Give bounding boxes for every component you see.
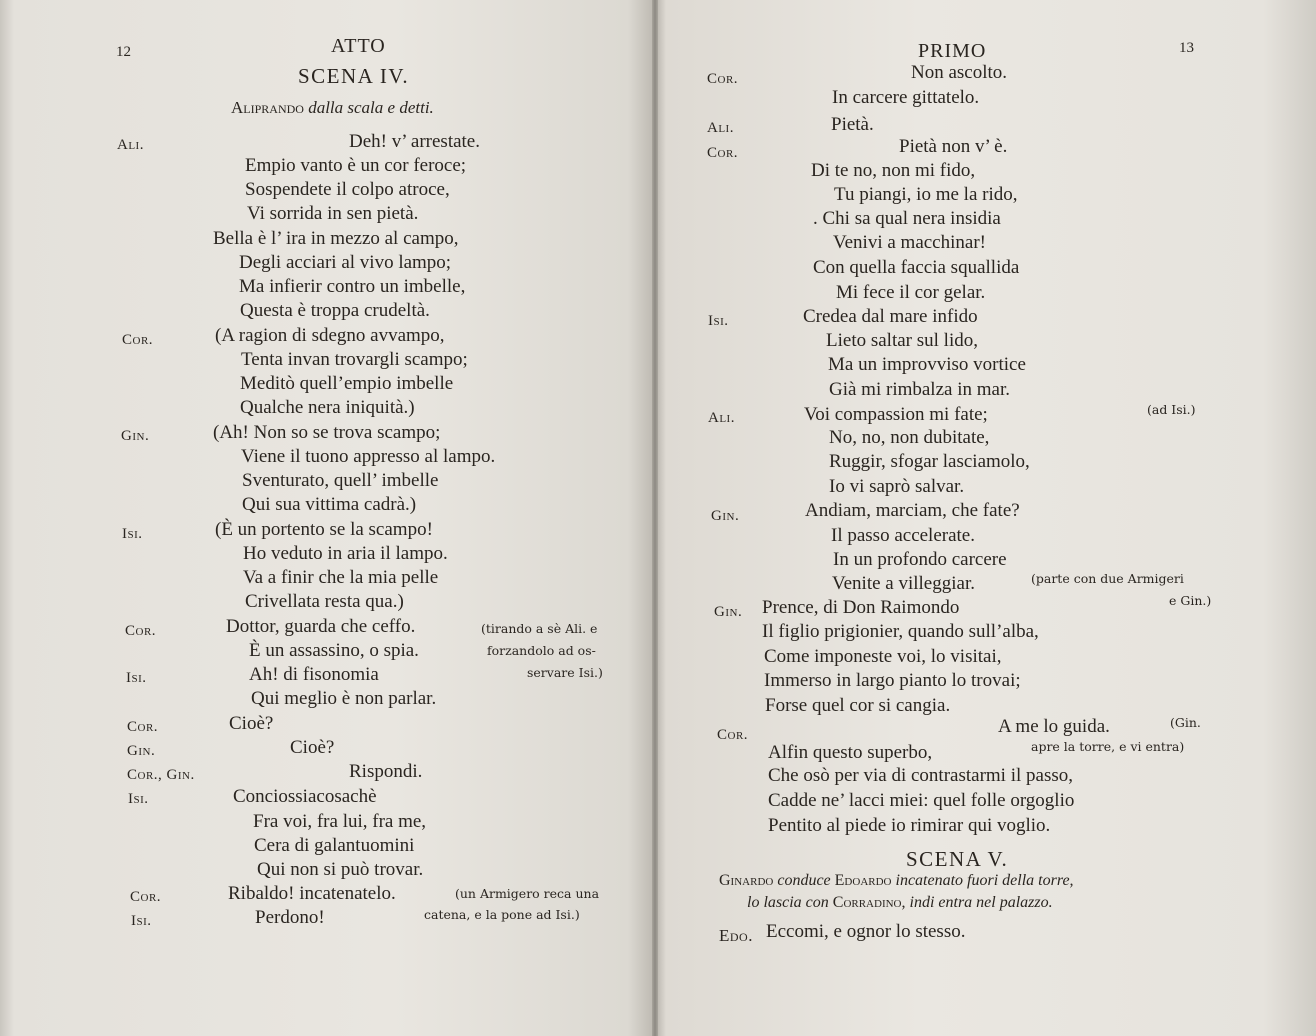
character-name: Corradino,	[832, 894, 906, 911]
speaker: Isi.	[128, 791, 149, 807]
direction-text: indi entra nel palazzo.	[909, 894, 1053, 911]
page-number: 13	[1179, 40, 1194, 56]
stage-direction: (parte con due Armigeri	[1031, 571, 1184, 586]
verse-line: Pentito al piede io rimirar qui voglio.	[768, 815, 1051, 836]
verse-line: (Ah! Non so se trova scampo;	[213, 422, 441, 443]
verse-line: Degli acciari al vivo lampo;	[239, 252, 452, 273]
stage-direction: (Gin.	[1170, 715, 1201, 730]
verse-line: Qui meglio è non parlar.	[251, 688, 437, 709]
stage-direction: apre la torre, e vi entra)	[1031, 739, 1185, 754]
direction-text: dalla scala e detti.	[308, 98, 434, 117]
speaker: Cor.	[127, 719, 159, 735]
speaker: Isi.	[708, 313, 729, 329]
verse-line: Immerso in largo pianto lo trovai;	[764, 670, 1021, 691]
verse-line: Meditò quell’empio imbelle	[240, 373, 454, 394]
verse-line: Alfin questo superbo,	[768, 742, 933, 763]
verse-line: Ho veduto in aria il lampo.	[243, 543, 448, 564]
verse-line: Ma un improvviso vortice	[828, 354, 1026, 375]
verse-line: Conciossiacosachè	[233, 786, 377, 807]
verse-line: Cioè?	[229, 713, 274, 734]
verse-line: Ah! di fisonomia	[249, 664, 379, 685]
verse-line: Cera di galantuomini	[254, 835, 415, 856]
verse-line: Deh! v’ arrestate.	[349, 131, 480, 152]
speaker: Cor.	[130, 889, 162, 905]
verse-line: Ma infierir contro un imbelle,	[239, 276, 466, 297]
verse-line: Questa è troppa crudeltà.	[240, 300, 430, 321]
verse-line: È un assassino, o spia.	[249, 640, 419, 661]
stage-direction: catena, e la pone ad Isi.)	[424, 907, 580, 922]
verse-line: Perdono!	[255, 907, 325, 928]
verse-line: Crivellata resta qua.)	[245, 591, 404, 612]
verse-line: Ribaldo! incatenatelo.	[228, 883, 396, 904]
verse-line: Non ascolto.	[911, 62, 1008, 83]
speaker: Edo.	[719, 926, 753, 945]
verse-line: Sospendete il colpo atroce,	[245, 179, 450, 200]
speaker: Gin.	[121, 428, 150, 444]
verse-line: Venivi a macchinar!	[833, 232, 986, 253]
stage-direction: (ad Isi.)	[1147, 402, 1196, 417]
scene-direction	[747, 894, 1053, 912]
page-number: 12	[116, 44, 131, 60]
character-name: Ginardo	[719, 872, 774, 889]
verse-line: In carcere gittatelo.	[832, 87, 980, 108]
verse-line: (È un portento se la scampo!	[215, 519, 433, 540]
speaker: Isi.	[126, 670, 147, 686]
speaker: Gin.	[711, 508, 740, 524]
verse-line: Forse quel cor si cangia.	[765, 695, 951, 716]
running-head: ATTO	[331, 35, 386, 57]
verse-line: Il figlio prigionier, quando sull’alba,	[762, 621, 1039, 642]
direction-text: conduce	[777, 872, 831, 889]
speaker: Isi.	[122, 526, 143, 542]
verse-line: Di te no, non mi fido,	[811, 160, 976, 181]
character-name: Aliprando	[231, 98, 304, 117]
verse-line: A me lo guida.	[998, 716, 1110, 737]
verse-line: Prence, di Don Raimondo	[762, 597, 960, 618]
verse-line: Io vi saprò salvar.	[829, 476, 965, 497]
verse-line: Tu piangi, io me la rido,	[834, 184, 1018, 205]
verse-line: Venite a villeggiar.	[832, 573, 975, 594]
verse-line: Viene il tuono appresso al lampo.	[241, 446, 496, 467]
verse-line: Empio vanto è un cor feroce;	[245, 155, 467, 176]
verse-line: Lieto saltar sul lido,	[826, 330, 978, 351]
verse-line: Cadde ne’ lacci miei: quel folle orgoglio	[768, 790, 1075, 811]
verse-line: Rispondi.	[349, 761, 423, 782]
scene-title: SCENA IV.	[298, 64, 410, 88]
stage-direction: forzandolo ad os-	[487, 643, 596, 658]
running-head: PRIMO	[918, 40, 987, 62]
verse-line: Qualche nera iniquità.)	[240, 397, 415, 418]
stage-direction: (tirando a sè Ali. e	[481, 621, 598, 636]
verse-line: Tenta invan trovargli scampo;	[241, 349, 468, 370]
verse-line: Vi sorrida in sen pietà.	[247, 203, 419, 224]
scene-direction	[719, 872, 1074, 890]
stage-direction: (un Armigero reca una	[455, 886, 600, 901]
verse-line: Qui sua vittima cadrà.)	[242, 494, 417, 515]
verse-line: Ruggir, sfogar lasciamolo,	[829, 451, 1030, 472]
scene-direction	[231, 98, 434, 118]
verse-line: Eccomi, e ognor lo stesso.	[766, 921, 966, 942]
verse-line: Cioè?	[290, 737, 335, 758]
verse-line: Dottor, guarda che ceffo.	[226, 616, 416, 637]
speaker: Cor.	[717, 727, 749, 743]
verse-line: Pietà non v’ è.	[899, 136, 1008, 157]
book-gutter	[652, 0, 658, 1036]
verse-line: Qui non si può trovar.	[257, 859, 424, 880]
speaker: Cor., Gin.	[127, 767, 195, 783]
speaker: Cor.	[707, 145, 739, 161]
verse-line: Sventurato, quell’ imbelle	[242, 470, 439, 491]
speaker: Ali.	[117, 137, 144, 153]
verse-line: Pietà.	[831, 114, 874, 135]
stage-direction: e Gin.)	[1169, 593, 1212, 608]
verse-line: Andiam, marciam, che fate?	[805, 500, 1020, 521]
speaker: Isi.	[131, 913, 152, 929]
stage-direction: servare Isi.)	[527, 665, 603, 680]
verse-line: Voi compassion mi fate;	[804, 404, 988, 425]
verse-line: Va a finir che la mia pelle	[243, 567, 439, 588]
direction-text: lo lascia con	[747, 894, 829, 911]
verse-line: Bella è l’ ira in mezzo al campo,	[213, 228, 459, 249]
speaker: Gin.	[127, 743, 156, 759]
speaker: Gin.	[714, 604, 743, 620]
verse-line: Con quella faccia squallida	[813, 257, 1020, 278]
verse-line: . Chi sa qual nera insidia	[813, 208, 1001, 229]
verse-line: Credea dal mare infido	[803, 306, 978, 327]
verse-line: Il passo accelerate.	[831, 525, 975, 546]
verse-line: (A ragion di sdegno avvampo,	[215, 325, 445, 346]
speaker: Cor.	[707, 71, 739, 87]
verse-line: No, no, non dubitate,	[829, 427, 990, 448]
verse-line: Già mi rimbalza in mar.	[829, 379, 1010, 400]
verse-line: Fra voi, fra lui, fra me,	[253, 811, 427, 832]
verse-line: Come imponeste voi, lo visitai,	[764, 646, 1002, 667]
verse-line: Che osò per via di contrastarmi il passo,	[768, 765, 1073, 786]
character-name: Edoardo	[834, 872, 892, 889]
speaker: Ali.	[708, 410, 735, 426]
direction-text: incatenato fuori della torre,	[895, 872, 1074, 889]
verse-line: In un profondo carcere	[833, 549, 1007, 570]
verse-line: Mi fece il cor gelar.	[836, 282, 986, 303]
speaker: Ali.	[707, 120, 734, 136]
speaker: Cor.	[122, 332, 154, 348]
scene-title: SCENA V.	[906, 847, 1009, 871]
speaker: Cor.	[125, 623, 157, 639]
